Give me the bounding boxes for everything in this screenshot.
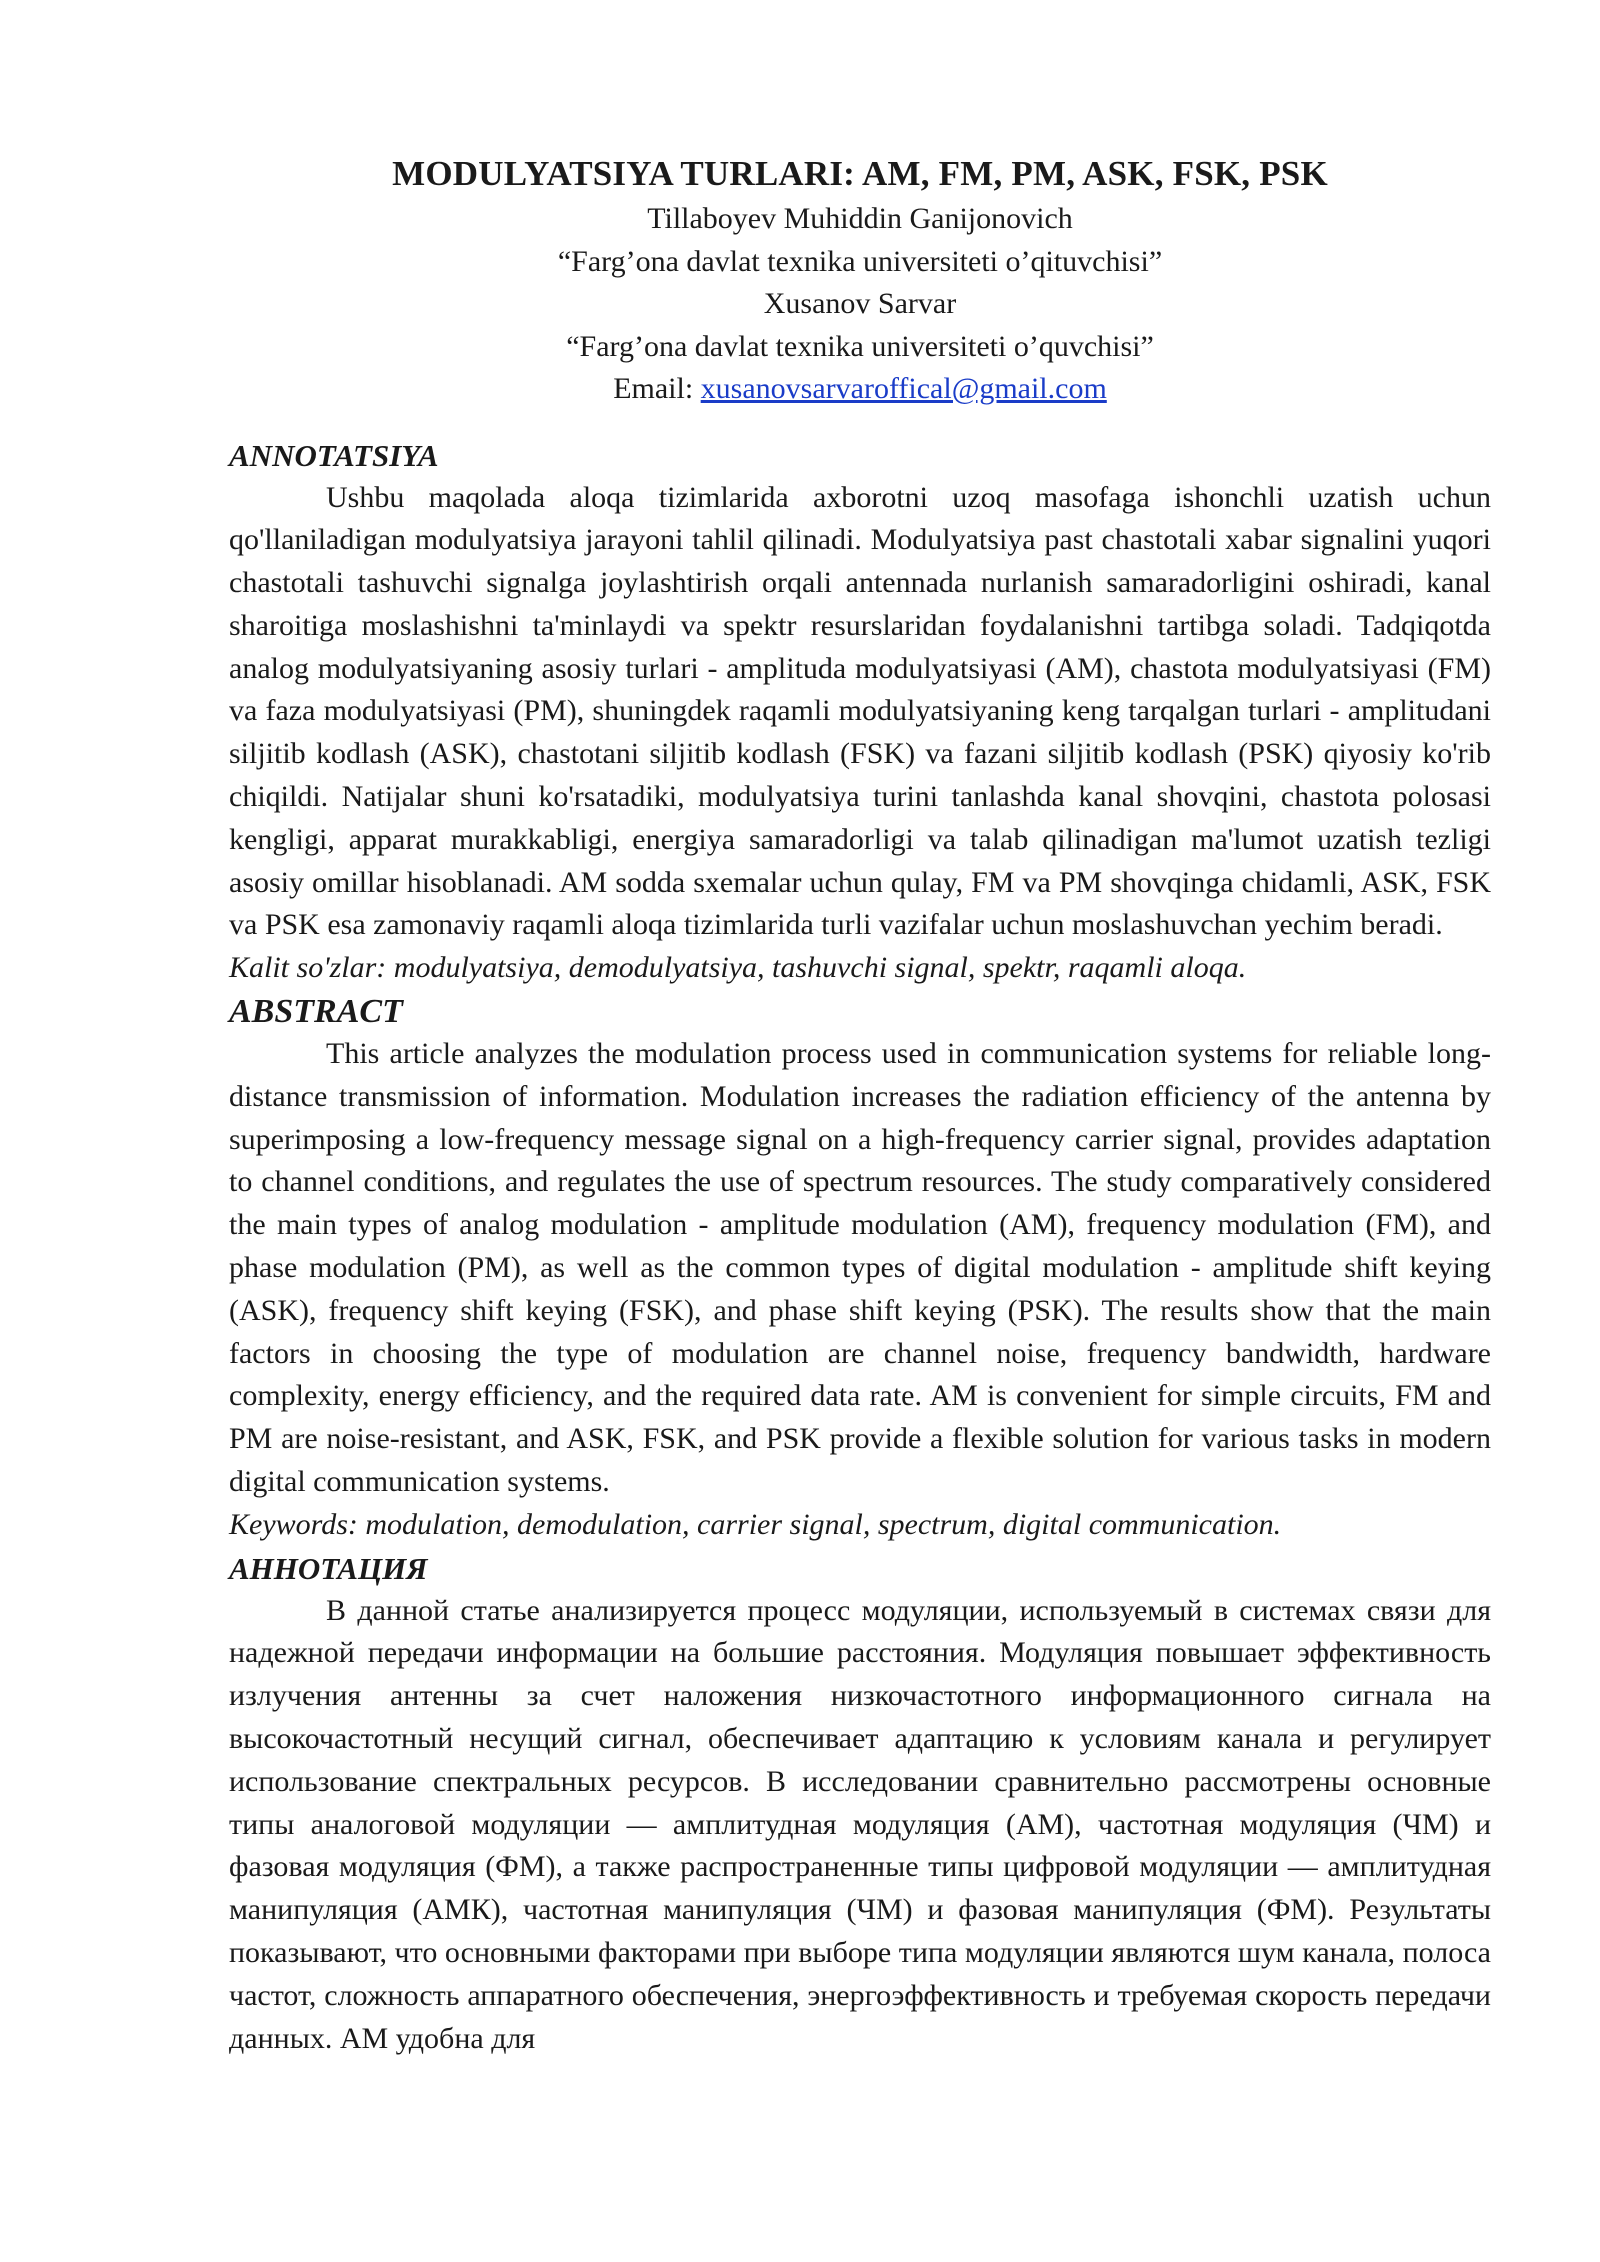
email-link[interactable]: xusanovsarvaroffical@gmail.com xyxy=(700,372,1107,405)
keywords: Kalit so'zlar: modulyatsiya, demodulyatsiya, tashuvchi signal, spektr, raqamli aloqa. xyxy=(229,951,1247,985)
email-label: Email: xyxy=(613,372,701,405)
author-affiliation: “Farg’ona davlat texnika universiteti o’qituvchisi” xyxy=(557,244,1163,278)
annotatsiya-ru-section xyxy=(229,1547,1491,2061)
abstract-section xyxy=(229,990,1491,1547)
paper-header xyxy=(229,150,1491,411)
author-name: Tillaboyev Muhiddin Ganijonovich xyxy=(647,202,1073,235)
section-body: В данной статье анализируется процесс модуляции, используемый в системах связи для надежной передачи информации на большие расстояния. Модуляция повышает эффективность излучения антенны за счет наложения низкочастотного информационного сигнала на высокочастотный несущий сигнал, обеспечивает адаптацию к условиям канала и регулирует использование спектральных ресурсов. В исследовании сравнительно рассмотрены основные типы аналоговой модуляции — амплитудная модуляция (АМ), частотная модуляция (ЧМ) и фазовая модуляция (ФМ), а также распространенные типы цифровой модуляции — амплитудная манипуляция (АМК), частотная манипуляция (ЧМ) и фазовая манипуляция (ФМ). Результаты показывают, что основными факторами при выборе типа модуляции являются шум канала, полоса частот, сложность аппаратного обеспечения, энергоэффективность и требуемая скорость передачи данных. АМ удобна для xyxy=(229,1593,1491,2055)
annotatsiya-section xyxy=(229,434,1491,991)
keywords: Keywords: modulation, demodulation, carrier signal, spectrum, digital communication. xyxy=(229,1507,1282,1541)
section-body: Ushbu maqolada aloqa tizimlarida axborotni uzoq masofaga ishonchli uzatish uchun qo'llaniladigan modulyatsiya jarayoni tahlil qilinadi. Modulyatsiya past chastotali xabar signalini yuqori chastotali tashuvchi signalga joylashtirish orqali antennada nurlanish samaradorligini oshiradi, kanal sharoitiga moslashishni ta'minlaydi va spektr resurslaridan foydalanishni tartibga soladi. Tadqiqotda analog modulyatsiyaning asosiy turlari - amplituda modulyatsiyasi (AM), chastota modulyatsiyasi (FM) va faza modulyatsiyasi (PM), shuningdek raqamli modulyatsiyaning keng tarqalgan turlari - amplitudani siljitib kodlash (ASK), chastotani siljitib kodlash (FSK) va fazani siljitib kodlash (PSK) qiyosiy ko'rib chiqildi. Natijalar shuni ko'rsatadiki, modulyatsiya turini tanlashda kanal shovqini, chastota polosasi kengligi, apparat murakkabligi, energiya samaradorligi va talab qilinadigan ma'lumot uzatish tezligi asosiy omillar hisoblanadi. AM sodda sxemalar uchun qulay, FM va PM shovqinga chidamli, ASK, FSK va PSK esa zamonaviy raqamli aloqa tizimlarida turli vazifalar uchun moslashuvchan yechim beradi. xyxy=(229,480,1491,942)
section-heading: АННОТАЦИЯ xyxy=(229,1550,428,1586)
email-line xyxy=(229,368,1491,411)
section-body: This article analyzes the modulation process used in communication systems for reliable long-distance transmission of information. Modulation increases the radiation efficiency of the antenna by superimposing a low-frequency message signal on a high-frequency carrier signal, provides adaptation to channel conditions, and regulates the use of spectrum resources. The study comparatively considered the main types of analog modulation - amplitude modulation (AM), frequency modulation (FM), and phase modulation (PM), as well as the common types of digital modulation - amplitude shift keying (ASK), frequency shift keying (FSK), and phase shift keying (PSK). The results show that the main factors in choosing the type of modulation are channel noise, frequency bandwidth, hardware complexity, energy efficiency, and the required data rate. AM is convenient for simple circuits, FM and PM are noise-resistant, and ASK, FSK, and PSK provide a flexible solution for various tasks in modern digital communication systems. xyxy=(229,1037,1491,1499)
author-name: Xusanov Sarvar xyxy=(763,287,957,320)
author-affiliation: “Farg’ona davlat texnika universiteti o’quvchisi” xyxy=(566,329,1154,363)
paper-title: MODULYATSIYA TURLARI: AM, FM, PM, ASK, FSK, PSK xyxy=(392,154,1328,193)
section-heading: ANNOTATSIYA xyxy=(229,437,439,473)
section-heading: ABSTRACT xyxy=(229,993,403,1031)
paper-page xyxy=(229,150,1491,2060)
